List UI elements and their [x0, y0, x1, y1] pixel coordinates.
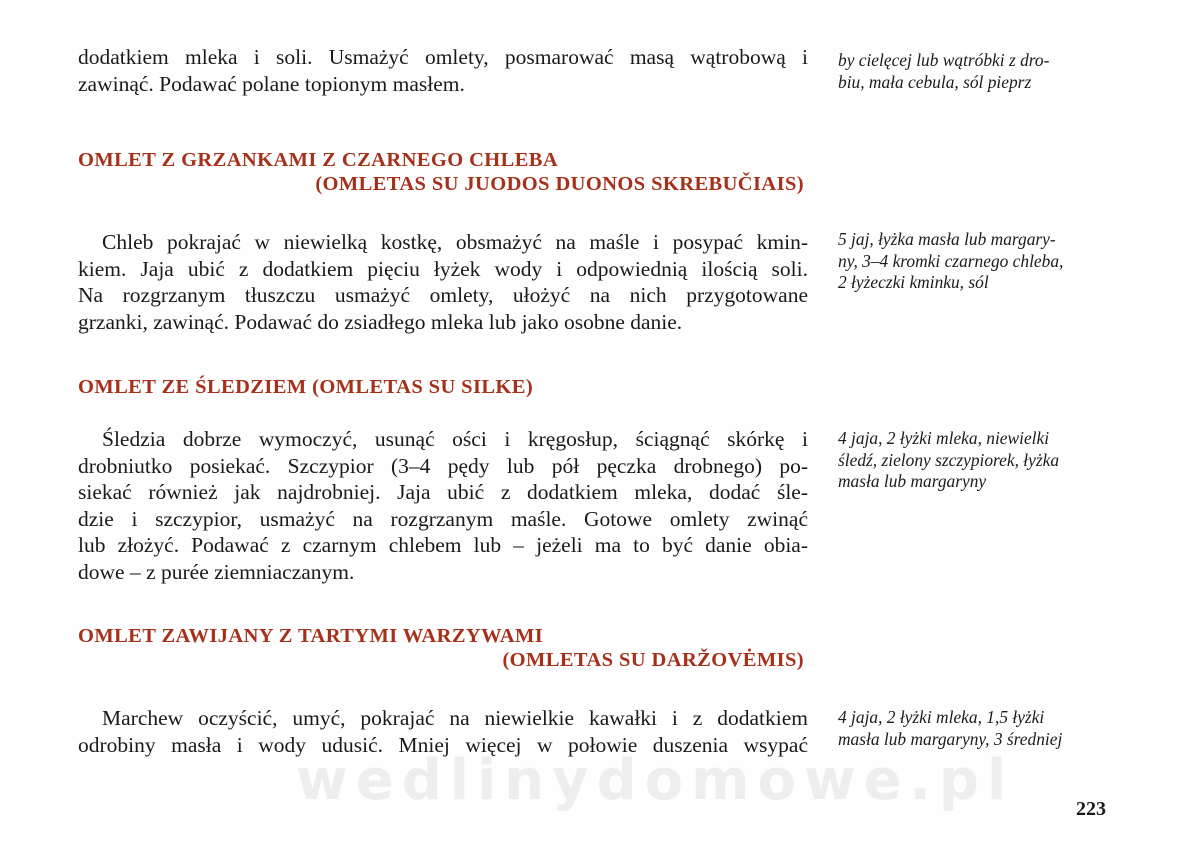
- recipe-subtitle: (OMLETAS SU DARŽOVĖMIS): [502, 649, 804, 671]
- ingredients-line: masła lub margaryny, 3 średniej: [838, 728, 1063, 749]
- text-line: kiem. Jaja ubić z dodatkiem pięciu łyżek wody i odpowiednią ilością soli.: [78, 256, 808, 281]
- page-number: 223: [1076, 798, 1106, 820]
- recipe-heading: [78, 148, 808, 196]
- ingredients-note: [838, 229, 1118, 294]
- recipe-subtitle: (OMLETAS SU JUODOS DUONOS SKREBUČIAIS): [315, 173, 804, 195]
- text-line: dodatkiem mleka i soli. Usmażyć omlety, posmarować masą wątrobową i: [78, 45, 808, 69]
- ingredients-line: ny, 3–4 kromki czarnego chleba,: [838, 250, 1064, 271]
- text-line: lub złożyć. Podawać z czarnym chlebem lub – jeżeli ma to być danie obia-: [78, 533, 808, 558]
- ingredients-note: [838, 707, 1118, 750]
- recipe-title: OMLET ZAWIJANY Z TARTYMI WARZYWAMI: [78, 625, 544, 647]
- ingredients-note: [838, 428, 1118, 493]
- text-line: Chleb pokrajać w niewielką kostkę, obsmażyć na maśle i posypać kmin-: [102, 230, 808, 254]
- recipe-heading: [78, 375, 808, 399]
- text-line: zawinąć. Podawać polane topionym masłem.: [78, 71, 465, 96]
- text-line: Śledzia dobrze wymoczyć, usunąć ości i kręgosłup, ściągnąć skórkę i: [102, 427, 808, 451]
- recipe-title: OMLET ZE ŚLEDZIEM (OMLETAS SU SILKE): [78, 376, 534, 398]
- intro-paragraph: [78, 44, 808, 97]
- ingredients-line: masła lub margaryny: [838, 471, 987, 491]
- ingredients-line: 4 jaja, 2 łyżki mleka, niewielki: [838, 428, 1050, 448]
- text-line: drobniutko posiekać. Szczypior (3–4 pędy lub pół pęczka drobnego) po-: [78, 453, 808, 478]
- ingredients-line: by cielęcej lub wątróbki z dro-: [838, 50, 1050, 70]
- recipe-paragraph: [78, 426, 808, 586]
- text-line: dowe – z purée ziemniaczanym.: [78, 559, 355, 584]
- recipe-paragraph: [78, 229, 808, 335]
- ingredients-line: 2 łyżeczki kminku, sól: [838, 272, 989, 292]
- text-line: Na rozgrzanym tłuszczu usmażyć omlety, ułożyć na nich przygotowane: [78, 283, 808, 308]
- text-line: siekać również jak najdrobniej. Jaja ubić z dodatkiem mleka, dodać śle-: [78, 480, 808, 505]
- text-line: grzanki, zawinąć. Podawać do zsiadłego mleka lub jako osobne danie.: [78, 309, 683, 334]
- ingredients-line: 4 jaja, 2 łyżki mleka, 1,5 łyżki: [838, 707, 1045, 727]
- text-line: Marchew oczyścić, umyć, pokrajać na niewielkie kawałki i z dodatkiem: [102, 706, 808, 730]
- ingredients-line: 5 jaj, łyżka masła lub margary-: [838, 229, 1056, 249]
- text-line: dzie i szczypior, usmażyć na rozgrzanym maśle. Gotowe omlety zwinąć: [78, 506, 808, 531]
- ingredients-note: [838, 50, 1118, 93]
- watermark: wedlinydomowe.pl: [296, 748, 1015, 813]
- recipe-heading: [78, 624, 808, 672]
- ingredients-line: biu, mała cebula, sól pieprz: [838, 71, 1032, 92]
- ingredients-line: śledź, zielony szczypiorek, łyżka: [838, 449, 1060, 470]
- recipe-title: OMLET Z GRZANKAMI Z CZARNEGO CHLEBA: [78, 149, 559, 171]
- text-line: odrobiny masła i wody udusić. Mniej więcej w połowie duszenia wsypać: [78, 732, 808, 757]
